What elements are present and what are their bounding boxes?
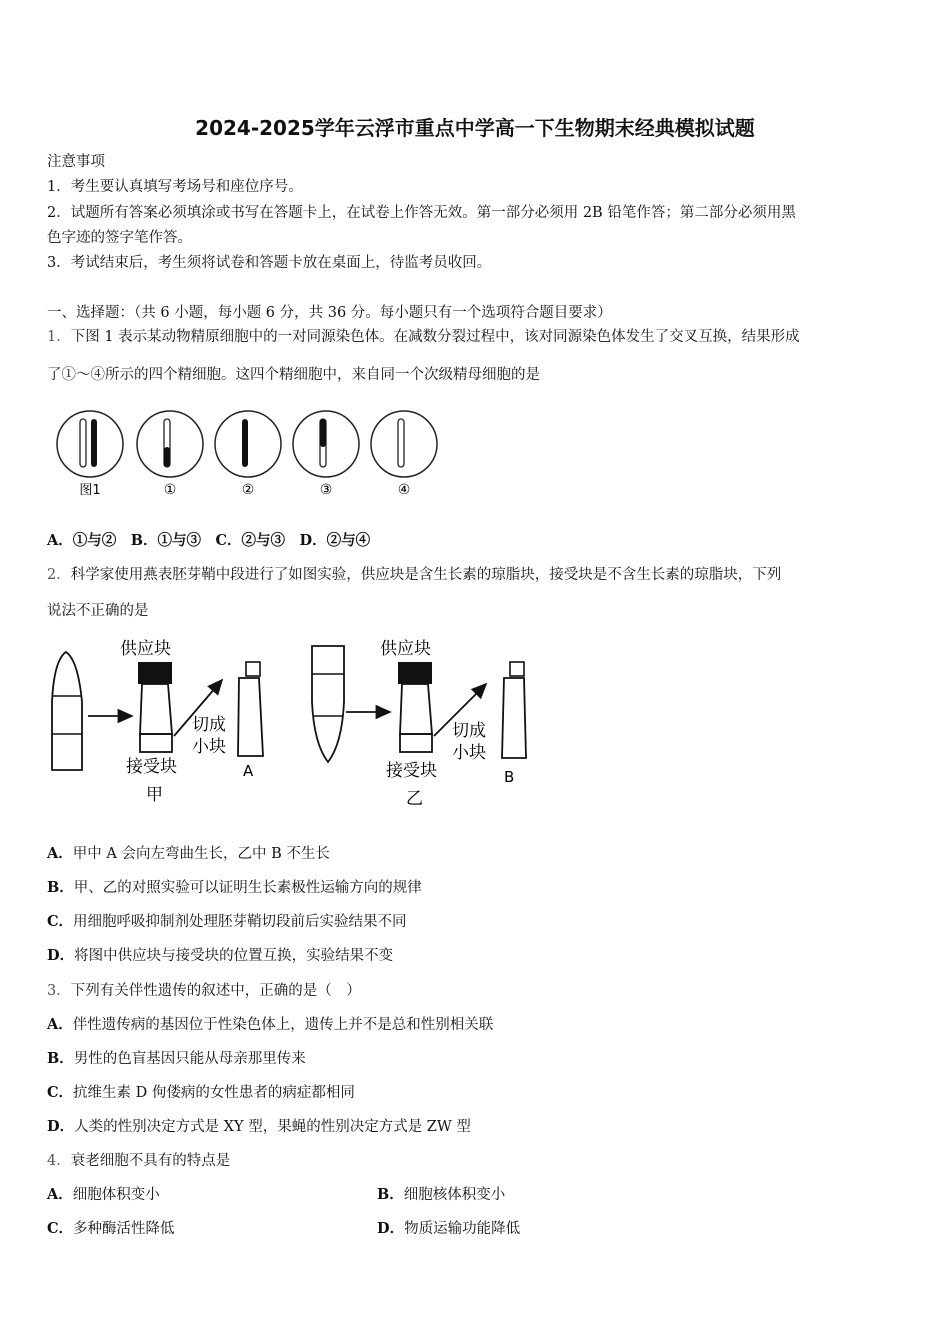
option-text: 伴性遗传病的基因位于性染色体上，遗传上并不是总和性别相关联 <box>72 1017 494 1033</box>
option-c <box>47 1083 355 1103</box>
receiver-label: 接受块 <box>386 761 437 781</box>
cut-label: 切成 <box>452 721 486 741</box>
question-2-line-2: 说法不正确的是 <box>47 603 149 619</box>
coleoptile-experiment-figure <box>40 632 560 812</box>
option-label: A． <box>47 845 73 862</box>
option-text: 细胞体积变小 <box>72 1187 160 1203</box>
experiment-yi <box>312 639 526 809</box>
receiver-label: 接受块 <box>126 757 177 777</box>
option-text: 细胞核体积变小 <box>403 1187 506 1203</box>
group-label-jia: 甲 <box>146 785 163 805</box>
option-a <box>47 844 330 864</box>
group-label-yi: 乙 <box>406 789 423 809</box>
cell-figure-3 <box>215 411 281 477</box>
option-label: A． <box>47 1016 73 1033</box>
option-text: 甲、乙的对照实验可以证明生长素极性运输方向的规律 <box>73 880 422 896</box>
option-label: D． <box>47 1118 75 1135</box>
option-text: 抗维生素 D 佝偻病的女性患者的病症都相同 <box>73 1085 355 1101</box>
question-text: 下列有关伴性遗传的叙述中，正确的是（ ） <box>70 983 361 999</box>
experiment-jia <box>52 639 263 805</box>
option-label: A． <box>47 1186 73 1203</box>
option-c <box>47 1219 175 1239</box>
notice-heading: 注意事项 <box>47 154 105 170</box>
cut-label: 小块 <box>452 743 486 763</box>
page-title: 2024-2025学年云浮市重点中学高一下生物期末经典模拟试题 <box>195 116 755 140</box>
notice-item: 3．考试结束后，考生须将试卷和答题卡放在桌面上，待监考员收回。 <box>47 255 492 271</box>
question-text: 衰老细胞不具有的特点是 <box>70 1153 231 1169</box>
option-label: D． <box>47 947 75 964</box>
option-label: C． <box>47 1220 74 1237</box>
question-number: 4． <box>47 1153 71 1169</box>
section-heading: 一、选择题：（共 6 小题，每小题 6 分，共 36 分。每小题只有一个选项符合题目要求） <box>47 305 612 321</box>
option-b <box>47 878 422 898</box>
result-label-a: A <box>243 762 254 780</box>
question-text: 科学家使用燕表胚芽鞘中段进行了如图实验，供应块是含生长素的琼脂块，接受块是不含生长素的琼脂块，下列 <box>70 567 782 583</box>
result-label-b: B <box>504 768 515 786</box>
option-a <box>47 1015 493 1035</box>
question-1-line-1 <box>47 327 800 347</box>
option-text: 男性的色盲基因只能从母亲那里传来 <box>73 1051 306 1067</box>
question-number: 2． <box>47 567 71 583</box>
option-b <box>377 1185 505 1205</box>
question-number: 3． <box>47 983 71 999</box>
donor-label: 供应块 <box>380 639 431 659</box>
donor-label: 供应块 <box>120 639 171 659</box>
cut-label: 切成 <box>192 715 226 735</box>
question-number: 1． <box>47 329 71 345</box>
option-label: D． <box>377 1220 405 1237</box>
figure-label: ① <box>163 482 177 498</box>
question-4 <box>47 1151 230 1171</box>
option-label: B． <box>47 1050 74 1067</box>
option-a <box>47 1185 160 1205</box>
cut-label: 小块 <box>192 737 226 757</box>
option-c <box>47 912 407 932</box>
option-text: 将图中供应块与接受块的位置互换，实验结果不变 <box>74 948 394 964</box>
cell-figure-4 <box>293 411 359 477</box>
figure-label: ④ <box>397 482 411 498</box>
question-1-options: A．①与② B．①与③ C．②与③ D．②与④ <box>47 532 371 549</box>
question-2-line-1 <box>47 565 781 585</box>
option-text: 用细胞呼吸抑制剂处理胚芽鞘切段前后实验结果不同 <box>73 914 407 930</box>
cell-figure-2 <box>137 411 203 477</box>
option-text: 人类的性别决定方式是 XY 型，果蝇的性别决定方式是 ZW 型 <box>74 1119 471 1135</box>
figure-label: 图1 <box>79 483 101 498</box>
question-1-line-2: 了①～④所示的四个精细胞。这四个精细胞中，来自同一个次级精母细胞的是 <box>47 367 540 383</box>
option-text: 甲中 A 会向左弯曲生长，乙中 B 不生长 <box>72 846 330 862</box>
option-label: C． <box>47 1084 74 1101</box>
notice-item: 1．考生要认真填写考场号和座位序号。 <box>47 179 303 195</box>
option-d <box>47 1117 471 1137</box>
option-label: B． <box>377 1186 404 1203</box>
option-d <box>47 946 393 966</box>
option-label: B． <box>47 879 74 896</box>
option-b <box>47 1049 306 1069</box>
cell-figure-1 <box>57 411 123 477</box>
question-3 <box>47 981 361 1001</box>
chromosome-figure <box>50 402 450 502</box>
figure-label: ② <box>241 482 255 498</box>
option-text: 物质运输功能降低 <box>404 1221 521 1237</box>
option-d <box>377 1219 520 1239</box>
cell-figure-5 <box>371 411 437 477</box>
notice-item: 2．试题所有答案必须填涂或书写在答题卡上，在试卷上作答无效。第一部分必须用 2B 铅笔作答；第二部分必须用黑 <box>47 205 796 221</box>
question-text: 下图 1 表示某动物精原细胞中的一对同源染色体。在减数分裂过程中，该对同源染色体发生了交叉互换，结果形成 <box>70 329 800 345</box>
figure-label: ③ <box>319 482 333 498</box>
option-label: C． <box>47 913 74 930</box>
option-text: 多种酶活性降低 <box>73 1221 175 1237</box>
notice-item: 色字迹的签字笔作答。 <box>47 230 192 246</box>
